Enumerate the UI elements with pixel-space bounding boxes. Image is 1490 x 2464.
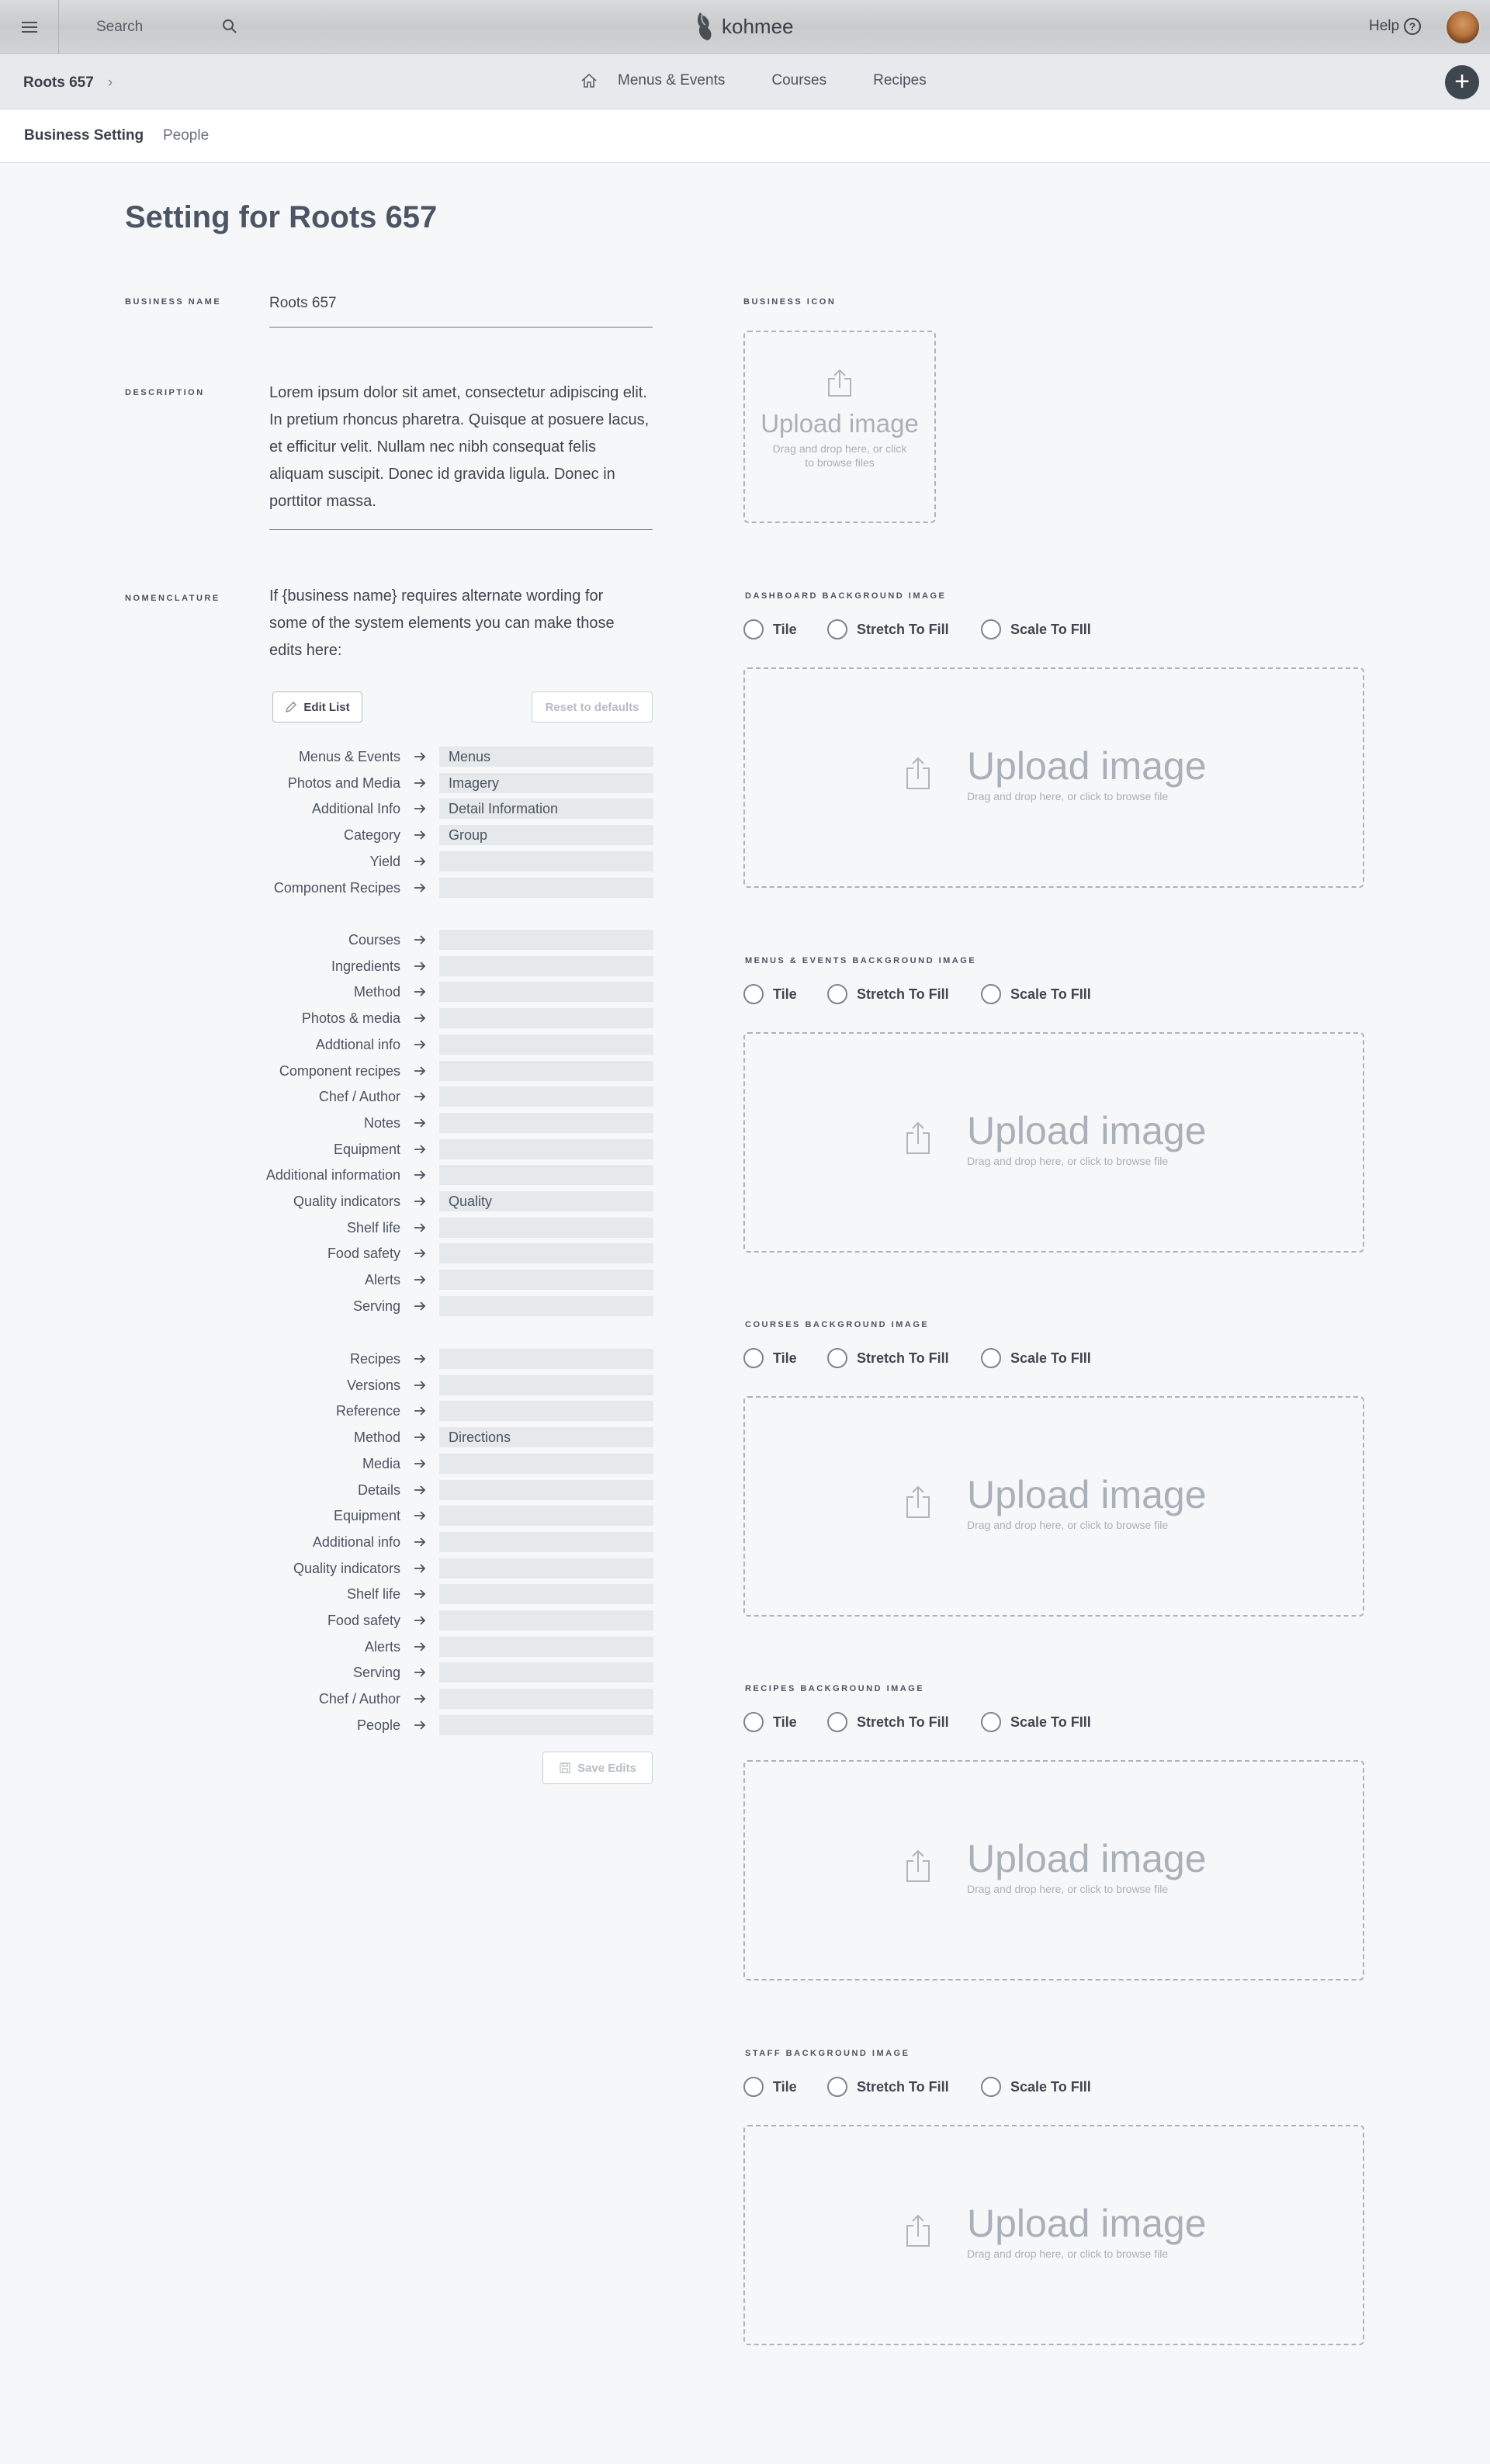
- upload-title: Upload image: [967, 1837, 1207, 1880]
- arrow-right-icon: [400, 1589, 439, 1599]
- tab-people[interactable]: People: [163, 127, 210, 144]
- radio-circle-icon[interactable]: [827, 2077, 847, 2097]
- nomenclature-row: [217, 1218, 653, 1238]
- nomenclature-row: [217, 1480, 653, 1500]
- sub-navigation: [0, 55, 1490, 109]
- hamburger-icon: [22, 21, 37, 33]
- nomenclature-term: Chef / Author: [318, 1088, 400, 1104]
- nomenclature-term: Chef / Author: [318, 1690, 400, 1707]
- arrow-right-icon: [400, 1091, 439, 1102]
- arrow-right-icon: [400, 1118, 439, 1128]
- nomenclature-row: [217, 1506, 653, 1526]
- arrow-right-icon: [400, 1405, 439, 1416]
- nomenclature-row: [217, 1243, 653, 1263]
- nav-menus-events[interactable]: Menus & Events: [618, 72, 726, 88]
- arrow-right-icon: [400, 934, 439, 945]
- fill-mode-radio[interactable]: [981, 2077, 1091, 2097]
- radio-label: Tile: [773, 1714, 797, 1730]
- nomenclature-alt-input[interactable]: [439, 1662, 653, 1683]
- reset-defaults-button[interactable]: Reset to defaults: [532, 691, 653, 723]
- arrow-right-icon: [400, 986, 439, 997]
- nav-recipes[interactable]: Recipes: [873, 72, 927, 88]
- nomenclature-term: Component Recipes: [273, 879, 400, 896]
- logo-text: kohmee: [722, 14, 794, 38]
- arrow-right-icon: [400, 882, 439, 893]
- settings-tabs: [0, 110, 1490, 163]
- home-icon[interactable]: [580, 73, 598, 88]
- nomenclature-row: [217, 747, 653, 767]
- nomenclature-alt-input[interactable]: [439, 1532, 653, 1552]
- arrow-right-icon: [400, 1170, 439, 1180]
- nomenclature-term: Versions: [346, 1377, 400, 1393]
- nomenclature-term: Equipment: [333, 1507, 400, 1523]
- nomenclature-row: [217, 1349, 653, 1369]
- fill-mode-options: [743, 984, 1091, 1004]
- upload-icon: [905, 1849, 931, 1883]
- fill-mode-radio[interactable]: [827, 984, 981, 1004]
- nomenclature-row: [217, 1270, 653, 1290]
- radio-circle-icon[interactable]: [743, 2077, 764, 2097]
- nomenclature-term: Serving: [352, 1298, 400, 1314]
- bg-section-label: DASHBOARD BACKGROUND IMAGE: [745, 591, 947, 601]
- add-button[interactable]: +: [1445, 65, 1479, 99]
- search-icon[interactable]: [222, 19, 237, 34]
- fill-mode-radio[interactable]: [743, 1348, 827, 1368]
- nomenclature-term: Courses: [348, 931, 400, 948]
- nomenclature-alt-input[interactable]: [439, 1584, 653, 1604]
- nomenclature-term: Photos & media: [301, 1010, 400, 1026]
- nomenclature-alt-input[interactable]: Group: [439, 825, 653, 845]
- fill-mode-radio[interactable]: [743, 2077, 827, 2097]
- nomenclature-alt-input[interactable]: [439, 1034, 653, 1055]
- breadcrumb-business[interactable]: Roots 657: [23, 75, 94, 91]
- upload-hint: Drag and drop here, or click to browse file: [967, 1155, 1169, 1167]
- radio-circle-icon[interactable]: [981, 1348, 1001, 1368]
- save-edits-label: Save Edits: [577, 1761, 636, 1775]
- nomenclature-alt-input[interactable]: [439, 1558, 653, 1579]
- radio-circle-icon[interactable]: [827, 1348, 847, 1368]
- fill-mode-radio[interactable]: [827, 1348, 981, 1368]
- nomenclature-row: [217, 851, 653, 872]
- upload-icon: [905, 1485, 931, 1519]
- nomenclature-term: Details: [357, 1482, 400, 1498]
- nav-courses[interactable]: Courses: [771, 72, 827, 88]
- description-label: DESCRIPTION: [125, 388, 205, 397]
- nomenclature-alt-input[interactable]: [439, 1270, 653, 1290]
- nomenclature-term: Quality indicators: [293, 1560, 400, 1576]
- save-edits-button[interactable]: [542, 1752, 653, 1784]
- radio-circle-icon[interactable]: [827, 619, 847, 639]
- fill-mode-radio[interactable]: [827, 619, 981, 639]
- radio-circle-icon[interactable]: [981, 619, 1001, 639]
- bg-image-upload[interactable]: [743, 1760, 1364, 1981]
- arrow-right-icon: [400, 1066, 439, 1076]
- radio-circle-icon[interactable]: [743, 1712, 764, 1732]
- business-name-field[interactable]: Roots 657: [269, 292, 653, 327]
- arrow-right-icon: [400, 1458, 439, 1469]
- radio-label: Scale To FIll: [1010, 986, 1091, 1002]
- radio-label: Tile: [773, 986, 797, 1002]
- upload-hint: Drag and drop here, or click to browse file: [967, 790, 1169, 802]
- nomenclature-term: Shelf life: [346, 1585, 400, 1602]
- nomenclature-term: Method: [353, 1429, 400, 1445]
- nomenclature-term: Equipment: [333, 1141, 400, 1157]
- help-icon: ?: [1404, 18, 1421, 35]
- nomenclature-term: Category: [343, 827, 400, 843]
- bg-image-upload[interactable]: [743, 2125, 1364, 2345]
- arrow-right-icon: [400, 1222, 439, 1233]
- nomenclature-term: Method: [353, 983, 400, 1000]
- description-field[interactable]: Lorem ipsum dolor sit amet, consectetur adipiscing elit. In pretium rhoncus pharetra. Quisque at posuere lacus, et efficitur velit. Nullam nec nibh consequat felis aliquam suscipit. Donec id gravida ligula. Donec in porttitor massa.: [269, 379, 653, 530]
- search-input[interactable]: Search: [96, 19, 144, 35]
- arrow-right-icon: [400, 1693, 439, 1704]
- nomenclature-row: [217, 1061, 653, 1081]
- upload-hint: Drag and drop here, or click to browse file: [967, 1519, 1169, 1531]
- nomenclature-alt-input[interactable]: [439, 1113, 653, 1133]
- fill-mode-radio[interactable]: [981, 1712, 1091, 1732]
- arrow-right-icon: [400, 1537, 439, 1547]
- bg-section-label: COURSES BACKGROUND IMAGE: [745, 1320, 930, 1329]
- nomenclature-term: Quality indicators: [293, 1193, 400, 1209]
- business-name-label: BUSINESS NAME: [125, 297, 222, 307]
- arrow-right-icon: [400, 830, 439, 840]
- arrow-right-icon: [400, 1510, 439, 1521]
- bg-image-upload[interactable]: [743, 667, 1364, 888]
- business-icon-label: BUSINESS ICON: [743, 297, 837, 307]
- upload-icon: [826, 368, 853, 397]
- nomenclature-row: [217, 773, 653, 793]
- nomenclature-term: People: [356, 1717, 400, 1733]
- radio-circle-icon[interactable]: [827, 1712, 847, 1732]
- radio-label: Tile: [773, 621, 797, 637]
- upload-hint: Drag and drop here, or click to browse file: [967, 1883, 1169, 1895]
- nomenclature-row: [217, 1715, 653, 1735]
- nomenclature-row: [217, 1113, 653, 1133]
- nomenclature-term: Photos and Media: [287, 775, 400, 791]
- nomenclature-row: [217, 1662, 653, 1683]
- nomenclature-alt-input[interactable]: [439, 878, 653, 898]
- nomenclature-alt-input[interactable]: [439, 851, 653, 872]
- radio-label: Stretch To Fill: [857, 2078, 949, 2095]
- arrow-right-icon: [400, 1274, 439, 1285]
- arrow-right-icon: [400, 1641, 439, 1652]
- fill-mode-radio[interactable]: [743, 1712, 827, 1732]
- bg-image-upload[interactable]: [743, 1032, 1364, 1253]
- fill-mode-radio[interactable]: [981, 619, 1091, 639]
- arrow-right-icon: [400, 1432, 439, 1443]
- fill-mode-radio[interactable]: [827, 2077, 981, 2097]
- fill-mode-options: [743, 1712, 1091, 1732]
- upload-icon: [905, 2213, 931, 2247]
- nomenclature-term: Reference: [335, 1402, 400, 1419]
- nomenclature-row: [217, 1427, 653, 1447]
- nomenclature-row: [217, 1454, 653, 1474]
- nomenclature-term: Recipes: [349, 1350, 400, 1367]
- nomenclature-term: Yield: [369, 853, 400, 869]
- radio-label: Stretch To Fill: [857, 1350, 949, 1366]
- fill-mode-options: [743, 619, 1091, 639]
- nomenclature-alt-input[interactable]: [439, 1061, 653, 1081]
- nomenclature-row: [217, 1191, 653, 1211]
- nomenclature-term: Food safety: [327, 1612, 400, 1628]
- nomenclature-row: [217, 1584, 653, 1604]
- page-title: Setting for Roots 657: [125, 200, 438, 234]
- nomenclature-alt-input[interactable]: [439, 1243, 653, 1263]
- nomenclature-row: [217, 799, 653, 819]
- nomenclature-description: If {business name} requires alternate wording for some of the system elements you can make those edits here:: [269, 587, 615, 659]
- nomenclature-alt-input[interactable]: [439, 1218, 653, 1238]
- bg-section-label: RECIPES BACKGROUND IMAGE: [745, 1684, 925, 1693]
- nomenclature-term: Additional information: [265, 1166, 400, 1183]
- arrow-right-icon: [400, 1353, 439, 1364]
- nomenclature-alt-input[interactable]: [439, 1008, 653, 1028]
- radio-label: Scale To FIll: [1010, 2078, 1091, 2095]
- nomenclature-alt-input[interactable]: [439, 1375, 653, 1395]
- nomenclature-alt-input[interactable]: Menus: [439, 747, 653, 767]
- nomenclature-row: [217, 1375, 653, 1395]
- nomenclature-row: [217, 1558, 653, 1579]
- bg-section-label: STAFF BACKGROUND IMAGE: [745, 2049, 910, 2058]
- arrow-right-icon: [400, 778, 439, 788]
- hamburger-menu-button[interactable]: [0, 0, 59, 54]
- nomenclature-row: [217, 1689, 653, 1709]
- arrow-right-icon: [400, 1196, 439, 1207]
- bg-image-upload[interactable]: [743, 1396, 1364, 1617]
- nomenclature-row: [217, 1637, 653, 1657]
- nomenclature-alt-input[interactable]: [439, 1506, 653, 1526]
- breadcrumb[interactable]: [23, 75, 113, 92]
- arrow-right-icon: [400, 1667, 439, 1678]
- upload-hint: Drag and drop here, or click to browse file: [967, 2247, 1169, 2260]
- nomenclature-row: [217, 1008, 653, 1028]
- radio-circle-icon[interactable]: [743, 984, 764, 1004]
- radio-circle-icon[interactable]: [981, 984, 1001, 1004]
- nomenclature-row: [217, 1139, 653, 1159]
- nomenclature-alt-input[interactable]: Directions: [439, 1427, 653, 1447]
- radio-circle-icon[interactable]: [981, 1712, 1001, 1732]
- nomenclature-alt-input[interactable]: [439, 1139, 653, 1159]
- upload-icon: [905, 756, 931, 790]
- nomenclature-alt-input[interactable]: [439, 1086, 653, 1107]
- arrow-right-icon: [400, 1144, 439, 1155]
- nomenclature-term: Additional info: [312, 1534, 400, 1550]
- help-label: Help: [1369, 18, 1400, 34]
- fill-mode-radio[interactable]: [981, 1348, 1091, 1368]
- nomenclature-alt-input[interactable]: [439, 1610, 653, 1631]
- nomenclature-alt-input[interactable]: Detail Information: [439, 799, 653, 819]
- pencil-icon: [285, 701, 297, 713]
- arrow-right-icon: [400, 1485, 439, 1495]
- radio-label: Stretch To Fill: [857, 1714, 949, 1730]
- arrow-right-icon: [400, 751, 439, 762]
- nomenclature-alt-input[interactable]: [439, 1637, 653, 1657]
- nomenclature-alt-input[interactable]: Imagery: [439, 773, 653, 793]
- nomenclature-label: NOMENCLATURE: [125, 594, 220, 603]
- nomenclature-alt-input[interactable]: [439, 930, 653, 950]
- radio-circle-icon[interactable]: [743, 1348, 764, 1368]
- nomenclature-term: Media: [362, 1455, 400, 1471]
- nomenclature-alt-input[interactable]: [439, 982, 653, 1002]
- business-icon-upload[interactable]: [743, 331, 936, 523]
- arrow-right-icon: [400, 1039, 439, 1050]
- logo[interactable]: [695, 11, 794, 42]
- arrow-right-icon: [400, 1301, 439, 1312]
- arrow-right-icon: [400, 803, 439, 814]
- avatar[interactable]: [1445, 9, 1481, 45]
- nomenclature-term: Component recipes: [279, 1062, 400, 1079]
- upload-title: Upload image: [967, 1473, 1207, 1516]
- nomenclature-term: Alerts: [364, 1638, 400, 1655]
- arrow-right-icon: [400, 1248, 439, 1259]
- fill-mode-options: [743, 2077, 1091, 2097]
- kohmee-logo-icon: [695, 11, 714, 42]
- upload-title: Upload image: [967, 1109, 1207, 1152]
- upload-hint: Drag and drop here, or click to browse files: [772, 442, 907, 469]
- nomenclature-term: Ingredients: [331, 958, 400, 974]
- radio-circle-icon[interactable]: [743, 619, 764, 639]
- radio-label: Scale To FIll: [1010, 1714, 1091, 1730]
- radio-label: Tile: [773, 2078, 797, 2095]
- nomenclature-row: [217, 825, 653, 845]
- nomenclature-row: [217, 1401, 653, 1421]
- nomenclature-row: [217, 956, 653, 976]
- upload-title: Upload image: [967, 744, 1207, 788]
- arrow-right-icon: [400, 1563, 439, 1574]
- nomenclature-alt-input[interactable]: [439, 1296, 653, 1316]
- radio-label: Scale To FIll: [1010, 1350, 1091, 1366]
- nomenclature-alt-input[interactable]: [439, 1401, 653, 1421]
- upload-title: Upload image: [761, 409, 919, 438]
- nomenclature-alt-input[interactable]: [439, 1349, 653, 1369]
- bg-section-label: MENUS & EVENTS BACKGROUND IMAGE: [745, 956, 977, 965]
- edit-list-button[interactable]: [272, 691, 362, 723]
- fill-mode-radio[interactable]: [827, 1712, 981, 1732]
- nomenclature-alt-input[interactable]: [439, 956, 653, 976]
- nomenclature-term: Menus & Events: [298, 748, 400, 764]
- arrow-right-icon: [400, 1615, 439, 1626]
- nomenclature-term: Additional Info: [311, 800, 400, 816]
- edit-list-label: Edit List: [303, 700, 350, 714]
- radio-label: Stretch To Fill: [857, 986, 949, 1002]
- arrow-right-icon: [400, 1380, 439, 1391]
- nomenclature-row: [217, 1532, 653, 1552]
- top-bar: [0, 0, 1490, 54]
- fill-mode-options: [743, 1348, 1091, 1368]
- nomenclature-row: [217, 1034, 653, 1055]
- nomenclature-row: [217, 1165, 653, 1185]
- nomenclature-term: Food safety: [327, 1245, 400, 1261]
- radio-label: Tile: [773, 1350, 797, 1366]
- fill-mode-radio[interactable]: [743, 984, 827, 1004]
- nomenclature-row: [217, 930, 653, 950]
- nomenclature-alt-input[interactable]: [439, 1715, 653, 1735]
- upload-icon: [905, 1121, 931, 1155]
- nomenclature-alt-input[interactable]: [439, 1480, 653, 1500]
- upload-title: Upload image: [967, 2202, 1207, 2245]
- nomenclature-alt-input[interactable]: [439, 1689, 653, 1709]
- radio-circle-icon[interactable]: [827, 984, 847, 1004]
- nomenclature-row: [217, 982, 653, 1002]
- arrow-right-icon: [400, 1720, 439, 1731]
- nomenclature-term: Alerts: [364, 1271, 400, 1287]
- radio-label: Stretch To Fill: [857, 621, 949, 637]
- arrow-right-icon: [400, 1013, 439, 1024]
- nomenclature-term: Shelf life: [346, 1219, 400, 1235]
- nomenclature-alt-input[interactable]: Quality: [439, 1191, 653, 1211]
- arrow-right-icon: [400, 856, 439, 867]
- save-icon: [559, 1762, 571, 1774]
- tab-business-setting[interactable]: Business Setting: [24, 127, 144, 144]
- fill-mode-radio[interactable]: [981, 984, 1091, 1004]
- radio-label: Scale To FIll: [1010, 621, 1091, 637]
- radio-circle-icon[interactable]: [981, 2077, 1001, 2097]
- main-nav: [580, 72, 973, 89]
- nomenclature-row: [217, 878, 653, 898]
- nomenclature-term: Serving: [352, 1664, 400, 1680]
- nomenclature-row: [217, 1610, 653, 1631]
- nomenclature-term: Addtional info: [315, 1036, 400, 1052]
- nomenclature-term: Notes: [363, 1114, 400, 1131]
- nomenclature-alt-input[interactable]: [439, 1165, 653, 1185]
- nomenclature-row: [217, 1296, 653, 1316]
- help-link[interactable]: [1369, 18, 1421, 35]
- nomenclature-row: [217, 1086, 653, 1107]
- fill-mode-radio[interactable]: [743, 619, 827, 639]
- nomenclature-alt-input[interactable]: [439, 1454, 653, 1474]
- chevron-right-icon: ›: [107, 75, 113, 91]
- arrow-right-icon: [400, 961, 439, 972]
